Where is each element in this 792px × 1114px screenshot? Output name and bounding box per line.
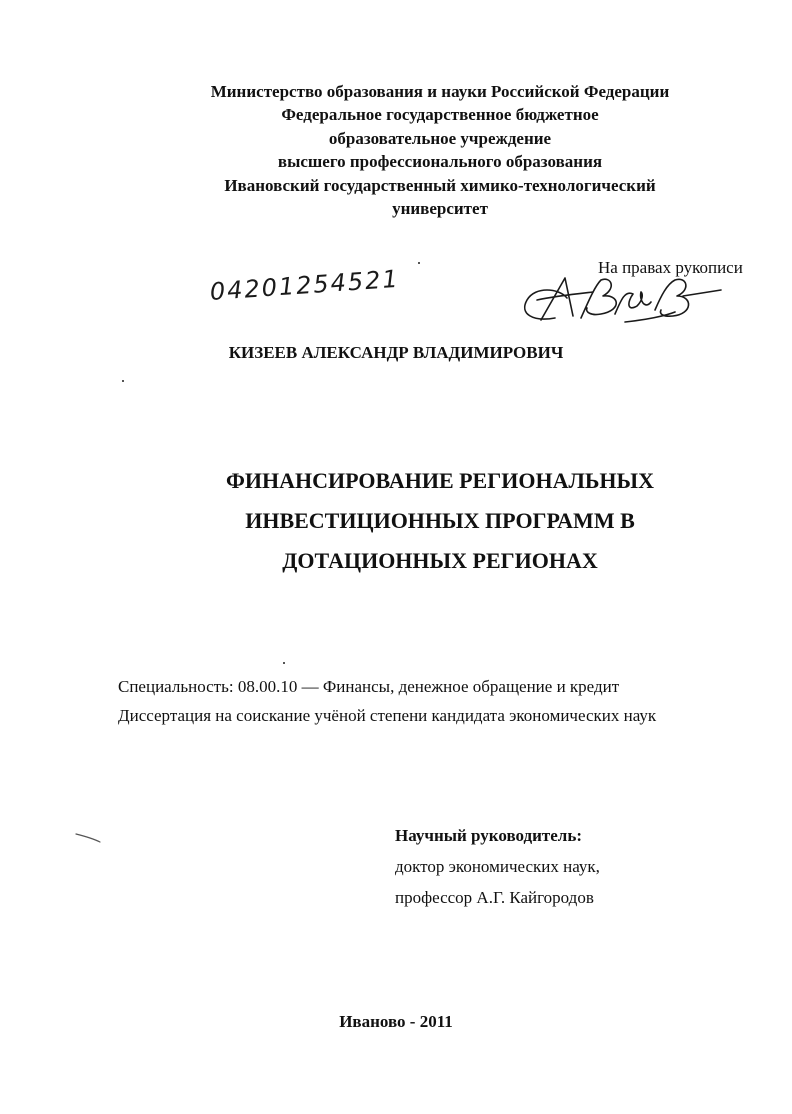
title-line: ДОТАЦИОННЫХ РЕГИОНАХ: [282, 548, 598, 573]
scan-mark: [74, 830, 104, 844]
header-line-federal: Федеральное государственное бюджетное: [281, 105, 599, 125]
header-line-education-level: высшего профессионального образования: [277, 152, 603, 172]
handwritten-registry-number: 04201254521: [209, 264, 401, 306]
header-line-ministry: Министерство образования и науки Российской Федерации: [210, 82, 670, 101]
signature: [515, 270, 725, 340]
specialty-line: Специальность: 08.00.10 — Финансы, денежное обращение и кредит: [118, 677, 620, 696]
manuscript-note: На правах рукописи: [598, 258, 743, 277]
institution-header: [150, 80, 730, 220]
scan-speck: [283, 662, 285, 664]
header-line-university-name: Ивановский государственный химико-технологический: [224, 175, 656, 195]
scan-speck: [418, 262, 420, 264]
supervisor-degree: доктор экономических наук,: [395, 857, 600, 876]
header-line-university: университет: [392, 199, 488, 219]
dissertation-title: [150, 461, 730, 581]
supervisor-block: [395, 820, 600, 913]
title-line: ФИНАНСИРОВАНИЕ РЕГИОНАЛЬНЫХ: [226, 468, 654, 493]
scan-speck: [122, 380, 124, 382]
supervisor-heading: Научный руководитель:: [395, 826, 582, 845]
author-name: КИЗЕЕВ АЛЕКСАНДР ВЛАДИМИРОВИЧ: [228, 343, 564, 362]
header-line-institution-type: образовательное учреждение: [328, 128, 552, 148]
dissertation-degree-line: Диссертация на соискание учёной степени кандидата экономических наук: [118, 706, 657, 725]
supervisor-name: профессор А.Г. Кайгородов: [395, 888, 594, 907]
title-line: ИНВЕСТИЦИОННЫХ ПРОГРАММ В: [245, 508, 635, 533]
city-year: Иваново - 2011: [339, 1012, 453, 1031]
